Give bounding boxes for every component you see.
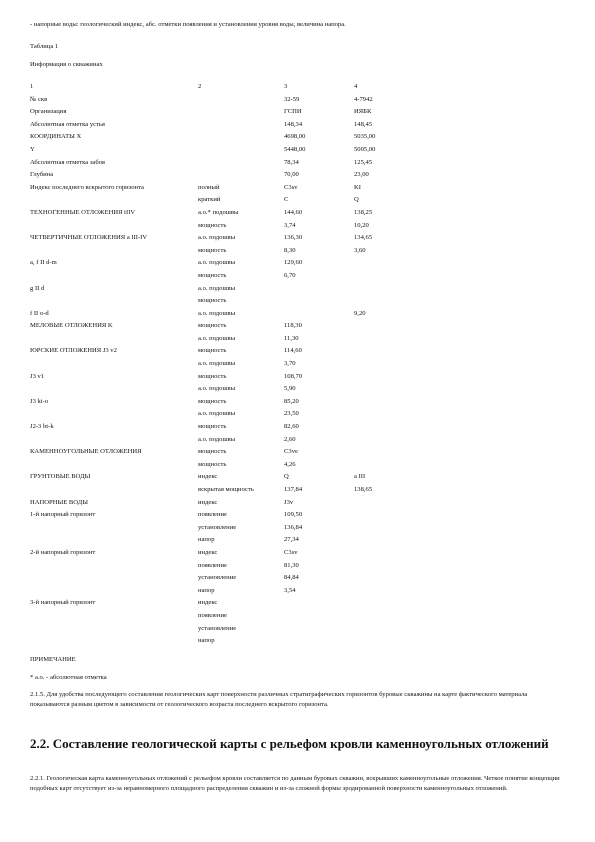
table-row [30, 636, 580, 649]
table-cell-c2: а.о. подошвы [198, 334, 236, 342]
table-cell-c2: появление [198, 611, 227, 619]
table-cell-c1: 2-й напорный горизонт [30, 548, 96, 556]
table-cell-c3: C3ve [284, 448, 298, 456]
table-cell-c4: 138,25 [354, 208, 373, 216]
table-cell-c1: Индекс последнего вскрытого горизонта [30, 183, 144, 191]
info-title: Информация о скважинах [30, 61, 103, 68]
table-row [30, 183, 580, 196]
table-cell-c3: 5,90 [284, 385, 296, 393]
table-cell-c4: 125,45 [354, 158, 373, 166]
table-row [30, 158, 580, 171]
table-row [30, 296, 580, 309]
table-cell-c4: 9,20 [354, 309, 366, 317]
table-cell-c3: Q [284, 473, 289, 481]
table-row [30, 372, 580, 385]
table-row [30, 334, 580, 347]
table-row [30, 573, 580, 586]
table-row [30, 195, 580, 208]
table-cell-c3: 136,84 [284, 523, 303, 531]
table-cell-c1: ЧЕТВЕРТИЧНЫЕ ОТЛОЖЕНИЯ a III-IV [30, 234, 148, 242]
table-cell-c3: ГСПИ [284, 108, 302, 116]
footnote: * а.о. - абсолютная отметка [30, 674, 107, 681]
table-cell-c3: 129,60 [284, 259, 303, 267]
table-cell-c4: 148,45 [354, 120, 373, 128]
table-cell-c3: 4,26 [284, 460, 296, 468]
table-cell-c2: установление [198, 523, 237, 531]
table-row [30, 246, 580, 259]
table-row [30, 611, 580, 624]
table-row [30, 271, 580, 284]
table-cell-c3: 137,84 [284, 486, 303, 493]
table-row [30, 498, 580, 511]
table-row [30, 120, 580, 133]
borehole-table [30, 82, 580, 649]
table-cell-c1: НАПОРНЫЕ ВОДЫ [30, 498, 88, 506]
paragraph-2-1-5: 2.1.5. Для удобства последующего составления геологических карт поверхности различных стратиграфических горизонтов буровые скважины на карте фактического материала показываются разным цветом в зависимости от геологического возраста последнего вскрытого горизонта. [30, 691, 528, 708]
table-row [30, 258, 580, 271]
table-cell-c3: C3sv [284, 548, 298, 556]
table-row [30, 510, 580, 523]
table-row [30, 384, 580, 397]
table-row [30, 82, 580, 95]
table-cell-c4: 138,65 [354, 486, 373, 493]
table-cell-c1: 1-й напорный горизонт [30, 511, 96, 519]
table-row [30, 346, 580, 359]
table-cell-c1: Абсолютная отметка забоя [30, 158, 105, 166]
table-cell-c2: а.о. подошвы [198, 360, 236, 368]
table-cell-c2: индекс [198, 498, 218, 506]
table-row [30, 548, 580, 561]
table-row [30, 309, 580, 322]
table-row [30, 523, 580, 536]
section-heading-2-2: 2.2. Составление геологической карты с рельефом кровли каменноугольных отложений [30, 736, 549, 751]
table-cell-c2: установление [198, 624, 237, 632]
table-cell-c2: индекс [198, 473, 218, 481]
table-cell-c2: а.о. подошвы [198, 385, 236, 393]
table-cell-c4: 4 [354, 83, 358, 90]
table-row [30, 145, 580, 158]
table-cell-c2: мощность [198, 448, 227, 456]
table-cell-c3: C3sv [284, 183, 298, 191]
table-cell-c2: мощность [198, 372, 227, 380]
table-cell-c2: а.о. подошвы [198, 309, 236, 317]
table-cell-c2: появление [198, 561, 227, 569]
table-cell-c2: мощность [198, 297, 227, 305]
table-cell-c3: 3 [284, 83, 288, 90]
table-row [30, 460, 580, 473]
table-cell-c2: а.о. подошвы [198, 284, 236, 292]
table-cell-c2: напор [198, 637, 215, 645]
table-cell-c4: 23,00 [354, 171, 369, 179]
table-row [30, 485, 580, 498]
table-cell-c2: мощность [198, 322, 227, 330]
table-row [30, 447, 580, 460]
table-cell-c3: 6,70 [284, 271, 296, 279]
table-cell-c1: 1 [30, 83, 34, 90]
table-cell-c3: 85,20 [284, 397, 299, 405]
table-cell-c1: № скв [30, 95, 48, 103]
table-cell-c3: 136,30 [284, 234, 303, 242]
table-row [30, 221, 580, 234]
table-cell-c2: краткий [198, 196, 221, 204]
table-cell-c1: Организация [30, 108, 67, 116]
table-row [30, 132, 580, 145]
table-cell-c4: 4-7942 [354, 95, 373, 103]
table-cell-c1: J3 ki-o [30, 397, 49, 405]
table-cell-c2: мощность [198, 221, 227, 229]
table-cell-c2: а.о. подошвы [198, 259, 236, 267]
table-row [30, 321, 580, 334]
table-cell-c3: 118,30 [284, 322, 302, 330]
table-cell-c3: 3,70 [284, 360, 296, 368]
table-cell-c4: 134,65 [354, 234, 373, 242]
table-cell-c2: а.о.* подошвы [198, 208, 239, 216]
table-cell-c3: 70,00 [284, 171, 299, 179]
table-cell-c2: мощность [198, 271, 227, 279]
table-cell-c3: 32-59 [284, 95, 300, 103]
table-cell-c1: Абсолютная отметка устья [30, 120, 105, 128]
table-cell-c4: a III [354, 473, 366, 481]
table-cell-c3: 3,74 [284, 221, 296, 229]
table-cell-c2: вскрытая мощность [198, 486, 254, 493]
table-cell-c3: 8,30 [284, 246, 296, 254]
table-row [30, 561, 580, 574]
table-cell-c3: 109,50 [284, 511, 303, 519]
intro-line: - напорные воды: геологический индекс, абс. отметки появления и установления уровня воды, величина напора. [30, 21, 346, 28]
table-row [30, 284, 580, 297]
table-cell-c4: 5005,00 [354, 145, 376, 153]
table-cell-c1: ЮРСКИЕ ОТЛОЖЕНИЯ J3 v2 [30, 347, 117, 355]
table-cell-c3: 82,60 [284, 423, 299, 431]
table-cell-c3: 5448,00 [284, 145, 306, 153]
table-cell-c2: полный [198, 183, 220, 191]
table-cell-c3: 3,54 [284, 586, 296, 594]
table-row [30, 95, 580, 108]
table-cell-c2: а.о. подошвы [198, 410, 236, 418]
table-cell-c1: g II d [30, 284, 45, 292]
table-cell-c1: КООРДИНАТЫ X [30, 133, 82, 141]
table-cell-c1: J2-3 bt-k [30, 423, 54, 431]
table-cell-c1: J3 v1 [30, 372, 45, 380]
table-cell-c4: Q [354, 196, 359, 204]
table-cell-c1: a, f II d-m [30, 259, 57, 267]
table-cell-c3: 148,34 [284, 120, 303, 128]
table-cell-c3: 11,30 [284, 334, 299, 342]
note-label: ПРИМЕЧАНИЕ [30, 656, 76, 663]
table-cell-c2: а.о. подошвы [198, 435, 236, 443]
table-cell-c3: J3v [284, 498, 294, 506]
table-cell-c2: мощность [198, 460, 227, 468]
table-cell-c3: 114,60 [284, 347, 302, 355]
table-cell-c3: 27,34 [284, 536, 299, 544]
table-cell-c1: Y [30, 145, 35, 153]
table-cell-c4: 3,60 [354, 246, 366, 254]
table-cell-c4: 10,20 [354, 221, 369, 229]
table-row [30, 170, 580, 183]
table-cell-c2: 2 [198, 83, 202, 90]
table-cell-c1: Глубина [30, 171, 54, 179]
table-cell-c2: напор [198, 586, 215, 594]
table-cell-c1: ГРУНТОВЫЕ ВОДЫ [30, 473, 91, 481]
table-row [30, 624, 580, 637]
table-cell-c2: напор [198, 536, 215, 544]
paragraph-2-2-1: 2.2.1. Геологическая карта каменноугольных отложений с рельефом кровли составляется по данным буровых скважин, вскрывших каменноугольные отложения. Четкое понятие концепции подобных карт отсутствует из-за неравномерного площадного распределения скважин и из-за сложной формы эродированной поверхности каменноугольных отложений. [30, 775, 560, 792]
table-cell-c3: 4698,00 [284, 133, 306, 141]
table-cell-c1: КАМЕННОУГОЛЬНЫЕ ОТЛОЖЕНИЯ [30, 448, 142, 456]
table-cell-c3: C [284, 196, 289, 204]
table-cell-c1: МЕЛОВЫЕ ОТЛОЖЕНИЯ K [30, 322, 113, 330]
table-caption: Таблица 1 [30, 43, 59, 50]
table-row [30, 208, 580, 221]
table-cell-c4: KI [354, 183, 361, 191]
table-row [30, 435, 580, 448]
table-cell-c2: индекс [198, 548, 218, 556]
table-row [30, 359, 580, 372]
table-cell-c2: индекс [198, 599, 218, 607]
table-cell-c3: 108,70 [284, 372, 303, 380]
table-row [30, 472, 580, 485]
table-cell-c2: а.о. подошвы [198, 234, 236, 242]
table-cell-c4: ИЯБК [354, 108, 372, 116]
table-cell-c2: установление [198, 574, 237, 582]
table-cell-c3: 84,84 [284, 574, 299, 582]
table-cell-c2: мощность [198, 246, 227, 254]
table-cell-c3: 81,30 [284, 561, 299, 569]
table-cell-c4: 5035,00 [354, 133, 376, 141]
table-cell-c3: 144,60 [284, 208, 303, 216]
table-row [30, 397, 580, 410]
table-cell-c3: 78,34 [284, 158, 299, 166]
table-row [30, 409, 580, 422]
table-cell-c2: мощность [198, 347, 227, 355]
table-row [30, 535, 580, 548]
table-row [30, 107, 580, 120]
table-cell-c1: ТЕХНОГЕННЫЕ ОТЛОЖЕНИЯ tIIV [30, 208, 136, 216]
table-cell-c3: 2,60 [284, 435, 296, 443]
table-cell-c2: появление [198, 511, 227, 519]
table-cell-c3: 23,50 [284, 410, 299, 418]
table-row [30, 233, 580, 246]
table-cell-c1: f II o-d [30, 309, 49, 317]
table-row [30, 422, 580, 435]
table-cell-c2: мощность [198, 423, 227, 431]
table-cell-c1: 3-й напорный горизонт [30, 599, 96, 607]
table-cell-c2: мощность [198, 397, 227, 405]
table-row [30, 598, 580, 611]
table-row [30, 586, 580, 599]
